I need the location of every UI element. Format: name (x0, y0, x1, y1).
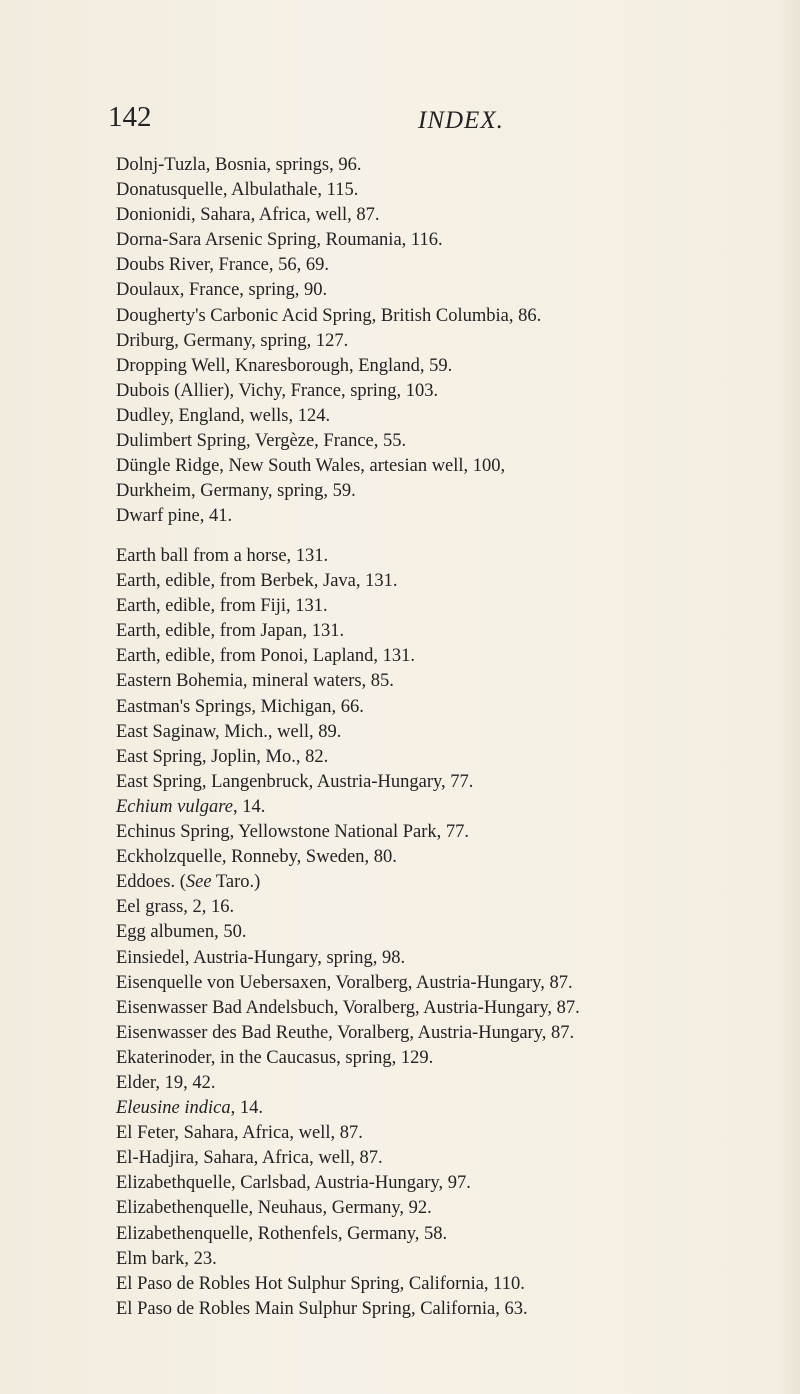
entry-text: Elder, 19, 42. (116, 1072, 216, 1093)
entry-text: East Saginaw, Mich., well, 89. (116, 721, 342, 742)
index-entry (116, 770, 796, 795)
entry-text: El Paso de Robles Hot Sulphur Spring, California, 110. (116, 1273, 525, 1294)
index-entry: Donionidi, Sahara, Africa, well, 87. (116, 205, 380, 226)
index-entry (116, 1196, 796, 1221)
index-entry (116, 1096, 796, 1121)
index-entry (116, 619, 796, 644)
entry-italic-term: See (185, 872, 212, 893)
index-entry: Dwarf pine, 41. (116, 506, 233, 527)
entry-text: Eisenquelle von Uebersaxen, Voralberg, Austria-Hungary, 87. (116, 972, 573, 993)
index-entry (116, 569, 796, 594)
index-entry: Dolnj-Tuzla, Bosnia, springs, 96. (116, 155, 362, 175)
index-entry (116, 1071, 796, 1096)
entry-text: East Spring, Langenbruck, Austria-Hungary, 77. (116, 771, 474, 792)
entry-text: East Spring, Joplin, Mo., 82. (116, 746, 329, 767)
entry-text: Echinus Spring, Yellowstone National Park, 77. (116, 822, 470, 843)
index-entry: Driburg, Germany, spring, 127. (116, 330, 349, 351)
entry-text: Taro.) (211, 872, 261, 893)
index-entry: Düngle Ridge, New South Wales, artesian well, 100, (116, 456, 506, 477)
index-entry (116, 745, 796, 770)
entry-text: Earth, edible, from Ponoi, Lapland, 131. (116, 646, 416, 667)
entry-text: El-Hadjira, Sahara, Africa, well, 87. (116, 1148, 383, 1169)
entry-text: Eisenwasser des Bad Reuthe, Voralberg, Austria-Hungary, 87. (116, 1022, 575, 1043)
index-entry (116, 544, 796, 569)
index-entry (116, 1021, 796, 1046)
entry-text: Eisenwasser Bad Andelsbuch, Voralberg, Austria-Hungary, 87. (116, 997, 580, 1018)
index-entry (116, 594, 796, 619)
index-entry: Doulaux, France, spring, 90. (116, 280, 328, 301)
entry-text: Eel grass, 2, 16. (116, 897, 235, 918)
entry-text: Elizabethenquelle, Neuhaus, Germany, 92. (116, 1198, 432, 1219)
index-entry (116, 920, 796, 945)
index-entry (116, 1146, 796, 1171)
index-entry (116, 845, 796, 870)
index-entry: Dulimbert Spring, Vergèze, France, 55. (116, 431, 407, 452)
index-entry: Donatusquelle, Albulathale, 115. (116, 180, 359, 201)
entry-prefix: Eddoes. ( (116, 872, 186, 893)
entry-text: Egg albumen, 50. (116, 922, 247, 943)
entry-text: Elm bark, 23. (116, 1248, 217, 1269)
entry-text: Eastern Bohemia, mineral waters, 85. (116, 671, 394, 692)
index-entry (116, 996, 796, 1021)
index-entry: Dorna-Sara Arsenic Spring, Roumania, 116. (116, 230, 443, 251)
index-entry (116, 695, 796, 720)
entry-text: Elizabethquelle, Carlsbad, Austria-Hungary, 97. (116, 1173, 471, 1194)
index-entry: Dubois (Allier), Vichy, France, spring, 103. (116, 380, 439, 401)
index-entry: Durkheim, Germany, spring, 59. (116, 481, 356, 502)
entry-italic-term: Eleusine indica (116, 1098, 231, 1119)
index-entry: Dougherty's Carbonic Acid Spring, British Columbia, 86. (116, 305, 542, 326)
entry-text: Earth, edible, from Fiji, 131. (116, 596, 328, 617)
index-entry (116, 946, 796, 971)
index-entry (116, 795, 796, 820)
entry-text: , 14. (232, 796, 266, 817)
index-entry (116, 644, 796, 669)
entry-text: Eckholzquelle, Ronneby, Sweden, 80. (116, 847, 397, 868)
index-entry (116, 669, 796, 694)
entry-text: Elizabethenquelle, Rothenfels, Germany, 58. (116, 1223, 448, 1244)
index-entry: Doubs River, France, 56, 69. (116, 255, 330, 276)
index-entries-e (116, 544, 796, 1322)
entry-text: Earth ball from a horse, 131. (116, 546, 329, 566)
index-entry (116, 1046, 796, 1071)
entry-text: El Paso de Robles Main Sulphur Spring, California, 63. (116, 1298, 528, 1319)
index-entry (116, 1171, 796, 1196)
index-entry (116, 895, 796, 920)
entry-text: , 14. (230, 1098, 263, 1119)
index-entry (116, 870, 796, 895)
entry-text: Einsiedel, Austria-Hungary, spring, 98. (116, 947, 406, 968)
page-number: 142 (108, 101, 152, 133)
index-entry: Dropping Well, Knaresborough, England, 59. (116, 355, 453, 376)
index-entry (116, 1247, 796, 1272)
entry-text: El Feter, Sahara, Africa, well, 87. (116, 1123, 363, 1144)
index-entry (116, 971, 796, 996)
index-entry (116, 1297, 796, 1322)
index-entries-d (116, 153, 796, 529)
index-entry (116, 820, 796, 845)
running-title: INDEX. (418, 107, 504, 134)
entry-italic-term: Echium vulgare (116, 796, 233, 817)
entry-text: Earth, edible, from Japan, 131. (116, 621, 345, 642)
index-entry (116, 1222, 796, 1247)
entry-text: Ekaterinoder, in the Caucasus, spring, 129. (116, 1047, 434, 1068)
entry-text: Eastman's Springs, Michigan, 66. (116, 696, 364, 717)
entry-text: Earth, edible, from Berbek, Java, 131. (116, 571, 398, 592)
index-entry: Dudley, England, wells, 124. (116, 405, 331, 426)
index-entry (116, 1121, 796, 1146)
index-entry (116, 720, 796, 745)
index-entry (116, 1272, 796, 1297)
